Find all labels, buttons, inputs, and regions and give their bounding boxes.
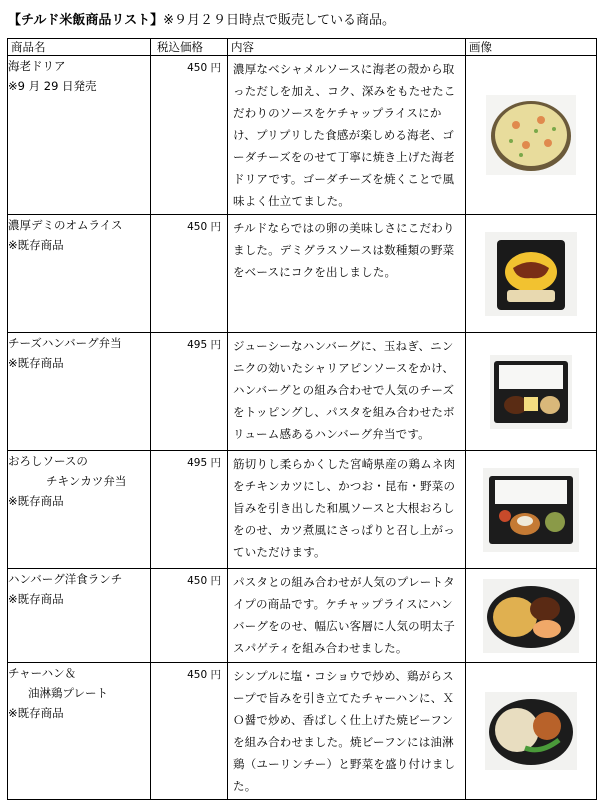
- product-photo-cell: [466, 333, 597, 451]
- header-name: 商品名: [8, 39, 151, 56]
- chicken-katsu-bento-photo-image: [483, 468, 579, 552]
- product-name-cell: [8, 569, 151, 663]
- product-description: チルドならではの卵の美味しさにこだわりました。デミグラスソースは数種類の野菜をベースにコクを出しました。: [228, 215, 466, 333]
- product-name: おろしソースの: [8, 454, 88, 468]
- fried-rice-plate-photo-image: [485, 692, 577, 770]
- table-row: [8, 333, 597, 451]
- table-row: [8, 663, 597, 800]
- product-price: 450 円: [151, 56, 228, 215]
- product-description: パスタとの組み合わせが人気のプレートタイプの商品です。ケチャップライスにハンバーグをのせ、幅広い客層に人気の明太子スパゲティを組み合わせました。: [228, 569, 466, 663]
- table-row: [8, 215, 597, 333]
- product-name: 濃厚デミのオムライス: [8, 218, 123, 232]
- product-name-cell: [8, 451, 151, 569]
- product-photo-cell: [466, 569, 597, 663]
- list-heading: [8, 13, 395, 29]
- product-description: ジューシーなハンバーグに、玉ねぎ、ニンニクの効いたシャリアピンソースをかけ、ハンバーグとの組み合わせで人気のチーズをトッピングし、パスタを組み合わせたボリューム感あるハンバーグ弁当です。: [228, 333, 466, 451]
- product-status: ※9 月 29 日発売: [8, 79, 97, 93]
- product-price: 450 円: [151, 215, 228, 333]
- list-title: 【チルド米飯商品リスト】: [8, 13, 164, 28]
- product-photo-cell: [466, 56, 597, 215]
- product-status: ※既存商品: [8, 494, 64, 508]
- omurice-photo-image: [485, 232, 577, 316]
- product-name: 海老ドリア: [8, 59, 66, 73]
- table-row: [8, 569, 597, 663]
- product-name-cell: [8, 333, 151, 451]
- product-status: ※既存商品: [8, 356, 64, 370]
- product-price: 450 円: [151, 569, 228, 663]
- product-name: チーズハンバーグ弁当: [8, 336, 122, 350]
- header-image: 画像: [466, 39, 597, 56]
- product-description: 濃厚なベシャメルソースに海老の殻から取っただしを加え、コク、深みをもたせたこだわりのソースをケチャップライスにかけ、プリプリした食感が楽しめる海老、ゴーダチーズをのせて丁寧に焼き上げた海老ドリアです。ゴーダチーズを焼くことで風味よく仕立てました。: [228, 56, 466, 215]
- header-content: 内容: [228, 39, 466, 56]
- product-status: ※既存商品: [8, 592, 64, 606]
- product-price: 495 円: [151, 333, 228, 451]
- product-description: 筋切りし柔らかくした宮崎県産の鶏ムネ肉をチキンカツにし、かつお・昆布・野菜の旨みを引き出した和風ソースと大根おろしをのせ、カツ煮風にさっぱりと召し上がっていただけます。: [228, 451, 466, 569]
- product-price: 450 円: [151, 663, 228, 800]
- hamburg-bento-photo-image: [490, 355, 572, 429]
- table-row: [8, 56, 597, 215]
- product-status: ※既存商品: [8, 706, 64, 720]
- product-table: [7, 38, 597, 800]
- product-name-line2: チキンカツ弁当: [46, 474, 127, 488]
- product-name: ハンバーグ洋食ランチ: [8, 572, 123, 586]
- product-photo-cell: [466, 663, 597, 800]
- table-row: [8, 451, 597, 569]
- product-name: チャーハン＆: [8, 666, 77, 680]
- product-name-line2: 油淋鶏プレート: [28, 686, 109, 700]
- product-name-cell: [8, 663, 151, 800]
- hamburg-lunch-photo-image: [483, 579, 579, 653]
- table-header-row: [8, 39, 597, 56]
- product-photo-cell: [466, 451, 597, 569]
- list-note: ※９月２９日時点で販売している商品。: [163, 13, 395, 28]
- product-name-cell: [8, 56, 151, 215]
- product-status: ※既存商品: [8, 238, 64, 252]
- header-price: 税込価格: [151, 39, 228, 56]
- product-description: シンプルに塩・コショウで炒め、鶏がらスープで旨みを引き立てたチャーハンに、ＸＯ醤で炒め、香ばしく仕上げた焼ビーフンを組み合わせました。焼ビーフンには油淋鶏（ユーリンチー）と野菜を盛り付けました。: [228, 663, 466, 800]
- product-photo-cell: [466, 215, 597, 333]
- doria-photo-image: [486, 95, 576, 175]
- product-name-cell: [8, 215, 151, 333]
- product-price: 495 円: [151, 451, 228, 569]
